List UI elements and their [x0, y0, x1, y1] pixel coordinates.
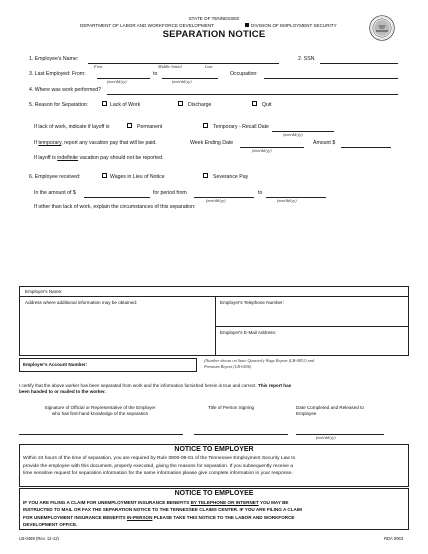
discharge-checkbox[interactable]: [178, 101, 183, 106]
severance-pay-label: Severance Pay: [213, 174, 249, 180]
indefinite-note: If layoff is indefinite vacation pay should not be reported.: [34, 155, 164, 161]
discharge-label: Discharge: [188, 102, 212, 108]
date-released-field[interactable]: [296, 434, 384, 435]
title-caption: Title of Person Signing: [208, 405, 255, 410]
notice-to-employee-text: IF YOU ARE FILING A CLAIM FOR UNEMPLOYMENT INSURANCE BENEFITS BY TELEPHONE OR INTERNET YOU MAY BE INSTRUCTED TO MAIL OR FAX THE SEPARATION NOTICE TO THE TENNESSEE CLAIMS CENTER. IF YOU ARE FILING A CLAIM FOR UNEMPLOYMENT INSURANCE BENEFITS IN-PERSON PLEASE TAKE THIS NOTICE TO THE LABOR AND WORKFORCE DEVELOPMENT OFFICE.: [23, 500, 302, 527]
department-right: DIVISION OF EMPLOYMENT SECURITY: [251, 23, 337, 28]
signature-caption: Signature of Official or Representative of the Employer who has first-hand knowledge of the separation: [44, 405, 156, 416]
date-released-caption: Date Completed and Released to Employee: [296, 405, 364, 416]
period-from-label: for period from: [153, 190, 187, 196]
last-employed-label: 3. Last Employed: From:: [29, 71, 86, 77]
to-label: to: [153, 71, 158, 77]
employer-email-label: Employer's E-Mail Address:: [220, 330, 277, 335]
rda-number: RDA 0063: [384, 536, 404, 541]
work-location-label: 4. Where was work performed?: [29, 87, 102, 93]
wages-in-lieu-label: Wages in Lieu of Notice: [110, 174, 165, 180]
employer-address-label: Address where additional information may be obtained:: [25, 300, 138, 305]
severance-pay-checkbox[interactable]: [203, 173, 208, 178]
vacation-pay-instruction: If temporary, report any vacation pay that will be paid.: [34, 140, 157, 146]
recall-date-field[interactable]: [272, 131, 334, 132]
from-date-format: (mm/dd/yy): [107, 79, 127, 84]
employee-received-label: 6. Employee received:: [29, 174, 81, 180]
title-field[interactable]: [194, 434, 288, 435]
permanent-checkbox[interactable]: [127, 123, 132, 128]
notice-to-employee-heading: NOTICE TO EMPLOYEE: [174, 490, 254, 497]
quit-label: Quit: [262, 102, 272, 108]
state-heading: STATE OF TENNESSEE: [188, 16, 240, 21]
amount-label: Amount $: [313, 140, 336, 146]
temporary-checkbox[interactable]: [203, 123, 208, 128]
period-to-format: (mm/dd/yy): [277, 198, 297, 203]
period-to-label: to: [258, 190, 263, 196]
amount-of-label: In the amount of $: [34, 190, 76, 196]
amount-field[interactable]: [341, 147, 391, 148]
period-from-format: (mm/dd/yy): [206, 198, 226, 203]
account-number-note-1: (Number shown on State Quarterly Wage Report (LB-0851) and: [204, 358, 315, 363]
layoff-question: If lack of work, indicate if layoff is: [34, 124, 110, 130]
employer-box-divider: [19, 296, 409, 297]
ssn-field[interactable]: [320, 63, 398, 64]
ssn-label: 2. SSN: [298, 56, 315, 62]
occupation-label: Occupation:: [230, 71, 258, 77]
lack-of-work-label: Lack of Work: [110, 102, 141, 108]
state-seal-icon: [369, 15, 395, 41]
department-left: DEPARTMENT OF LABOR AND WORKFORCE DEVELOPMENT: [80, 23, 215, 28]
occupation-field[interactable]: [264, 78, 398, 79]
recall-date-format: (mm/dd/yy): [283, 132, 303, 137]
to-date-format: (mm/dd/yy): [172, 79, 192, 84]
lack-of-work-checkbox[interactable]: [102, 101, 107, 106]
received-amount-field[interactable]: [84, 197, 150, 198]
work-location-field[interactable]: [107, 94, 398, 95]
middle-initial-caption: Middle Initial: [158, 64, 182, 69]
certification-text: I certify that the above worker has been separated from work and the information furnished herein is true and correct. This report has been handed to or mailed to the worker.: [19, 383, 292, 394]
week-ending-field[interactable]: [240, 147, 304, 148]
reason-label: 5. Reason for Separation:: [29, 102, 89, 108]
employer-name-label: Employer's Name:: [25, 289, 63, 294]
account-number-label: Employer's Account Number:: [23, 362, 88, 367]
notice-to-employer-text: Within 24 hours of the time of separation, you are required by Rule 0800-09-01 of the Tennessee Employment Security Law to provide the employee with this document, properly executed, giving the reasons for separation. If you subsequently receive a time sensitive request for separation information for the same information please give complete information in your response.: [23, 456, 296, 476]
employee-name-field[interactable]: [88, 63, 279, 64]
form-number: LB-0489 (Rev. 12-12): [19, 536, 59, 541]
employer-box-divider-2: [215, 326, 409, 327]
week-ending-label: Week Ending Date: [190, 140, 234, 146]
first-name-caption: First: [94, 64, 103, 69]
quit-checkbox[interactable]: [252, 101, 257, 106]
explain-label: If other than lack of work, explain the circumstances of this separation:: [34, 204, 196, 210]
explanation-area[interactable]: [34, 212, 398, 282]
notice-to-employer-heading: NOTICE TO EMPLOYER: [174, 446, 254, 453]
employer-phone-label: Employer's Telephone Number:: [220, 300, 284, 305]
temporary-label: Temporary - Recall Date: [213, 124, 269, 130]
employee-name-label: 1. Employee's Name:: [29, 56, 79, 62]
date-released-format: (mm/dd/yy): [316, 435, 336, 440]
form-title: SEPARATION NOTICE: [162, 29, 266, 40]
wages-in-lieu-checkbox[interactable]: [102, 173, 107, 178]
week-ending-format: (mm/dd/yy): [252, 148, 272, 153]
last-name-caption: Last: [205, 64, 213, 69]
signature-field[interactable]: [19, 434, 183, 435]
bullet-square-icon: [245, 23, 249, 27]
account-number-note-2: Premium Report (LB-0456): [204, 364, 252, 369]
permanent-label: Permanent: [137, 124, 163, 130]
